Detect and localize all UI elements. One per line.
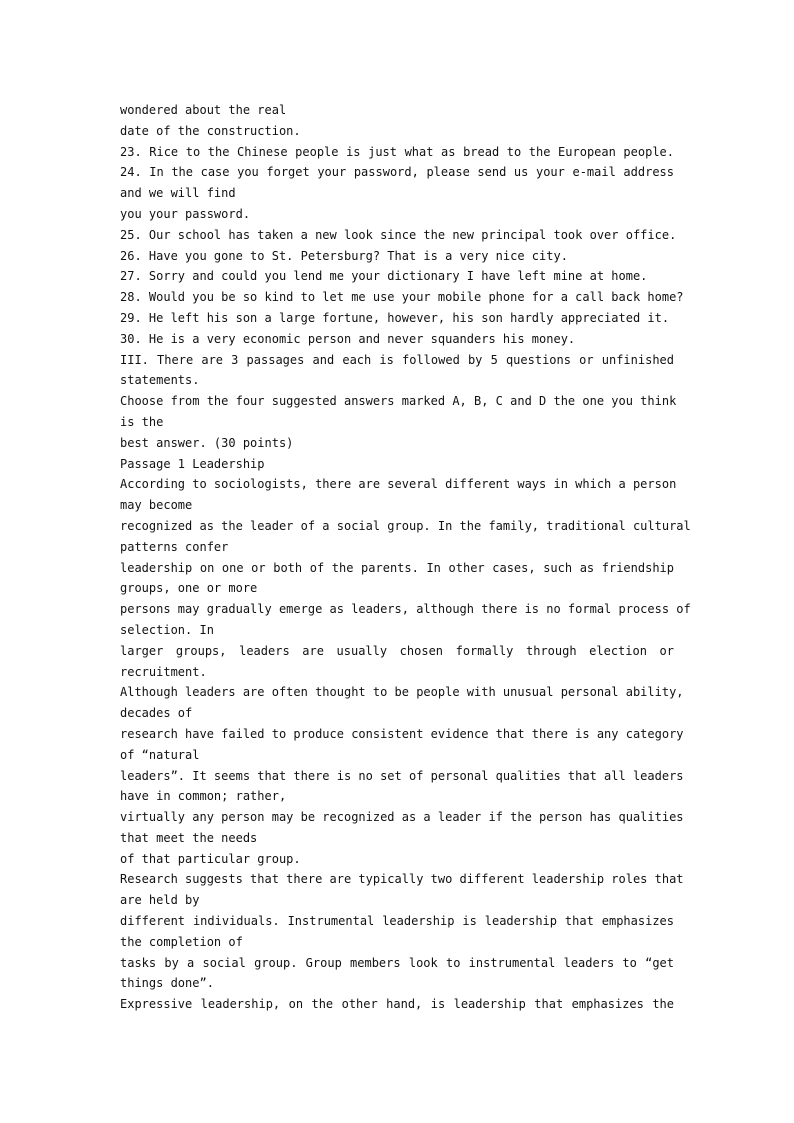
text-line: 28. Would you be so kind to let me use your mobile phone for a call back home?	[120, 290, 684, 305]
text-line: According to sociologists, there are several different ways in which a person	[120, 477, 677, 492]
text-line: you your password.	[120, 206, 251, 221]
text-line: groups, one or more	[120, 581, 258, 596]
text-line: date of the construction.	[120, 123, 301, 138]
text-line: may become	[120, 498, 193, 513]
text-line: decades of	[120, 706, 193, 721]
text-line: selection. In	[120, 622, 214, 637]
text-line: Passage 1 Leadership	[120, 456, 265, 471]
text-line: Research suggests that there are typically two different leadership roles that	[120, 872, 684, 887]
text-line: are held by	[120, 893, 200, 908]
text-line: 29. He left his son a large fortune, however, his son hardly appreciated it.	[120, 310, 670, 325]
text-line: of “natural	[120, 747, 200, 762]
text-line: of that particular group.	[120, 851, 301, 866]
text-line: that meet the needs	[120, 830, 258, 845]
text-line: recruitment.	[120, 664, 207, 679]
text-line: 25. Our school has taken a new look since the new principal took over office.	[120, 227, 677, 242]
text-line: virtually any person may be recognized as a leader if the person has qualities	[120, 810, 684, 825]
text-line: tasks by a social group. Group members look to instrumental leaders to “get	[120, 955, 674, 970]
text-line: wondered about the real	[120, 103, 287, 117]
text-line: 23. Rice to the Chinese people is just what as bread to the European people.	[120, 144, 674, 159]
text-line: leaders”. It seems that there is no set of personal qualities that all leaders	[120, 768, 684, 783]
text-line: larger groups, leaders are usually chosen formally through election or	[120, 643, 674, 658]
text-line: recognized as the leader of a social group. In the family, traditional cultural	[120, 518, 691, 533]
document-text	[120, 100, 691, 1015]
text-line: 26. Have you gone to St. Petersburg? That is a very nice city.	[120, 248, 568, 263]
text-line: 30. He is a very economic person and never squanders his money.	[120, 331, 576, 346]
text-line: have in common; rather,	[120, 789, 287, 804]
text-line: things done”.	[120, 976, 214, 991]
text-line: Choose from the four suggested answers marked A, B, C and D the one you think	[120, 394, 677, 409]
text-line: persons may gradually emerge as leaders, although there is no formal process of	[120, 602, 691, 617]
text-line: and we will find	[120, 186, 236, 201]
text-line: 27. Sorry and could you lend me your dictionary I have left mine at home.	[120, 269, 648, 284]
text-line: III. There are 3 passages and each is followed by 5 questions or unfinished	[120, 352, 674, 367]
text-line: patterns confer	[120, 539, 229, 554]
text-line: best answer. (30 points)	[120, 435, 294, 450]
text-line: different individuals. Instrumental leadership is leadership that emphasizes	[120, 914, 674, 929]
text-line: is the	[120, 414, 164, 429]
text-line: Although leaders are often thought to be people with unusual personal ability,	[120, 685, 684, 700]
text-line: statements.	[120, 373, 200, 388]
text-line: research have failed to produce consistent evidence that there is any category	[120, 726, 684, 741]
text-line: Expressive leadership, on the other hand, is leadership that emphasizes the	[120, 997, 674, 1012]
text-line: the completion of	[120, 934, 243, 949]
text-line: leadership on one or both of the parents. In other cases, such as friendship	[120, 560, 674, 575]
text-line: 24. In the case you forget your password, please send us your e-mail address	[120, 165, 674, 180]
